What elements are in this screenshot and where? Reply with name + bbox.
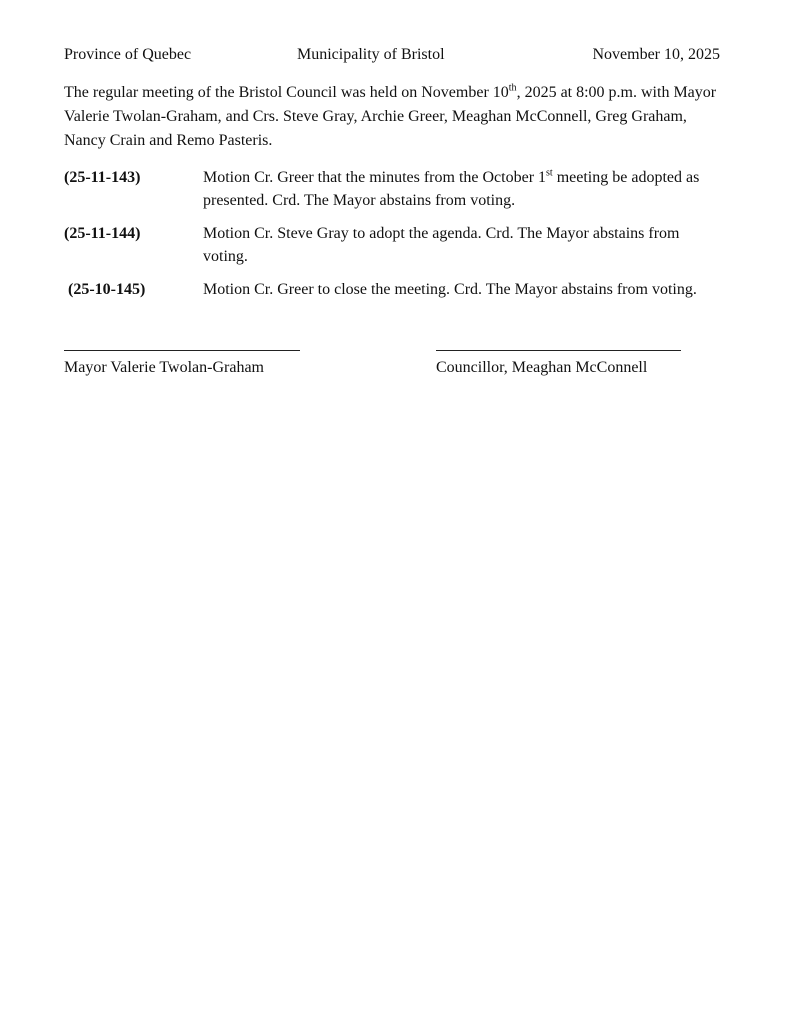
header-province: Province of Quebec <box>64 46 192 63</box>
motion-text <box>203 166 723 212</box>
signature-label-mayor: Mayor Valerie Twolan-Graham <box>64 359 264 376</box>
motion-item <box>64 278 724 301</box>
motion-text-part1: Motion Cr. Greer that the minutes from the October 1 <box>203 169 547 186</box>
motion-number: (25-10-145) <box>68 281 146 298</box>
signature-label-councillor: Councillor, Meaghan McConnell <box>436 359 648 376</box>
intro-text-part2: , 2025 at 8:00 p.m. with Mayor Valerie Twolan-Graham, and Crs. Steve Gray, Archie Greer, Meaghan McConnell, Greg Graham, Nancy Crain and Remo Pasteris. <box>64 84 717 149</box>
motion-text: Motion Cr. Steve Gray to adopt the agenda. Crd. The Mayor abstains from voting. <box>203 225 680 265</box>
motion-number: (25-11-144) <box>64 225 141 242</box>
motion-item <box>64 166 724 212</box>
motion-superscript: st <box>546 167 553 179</box>
intro-text-part1: The regular meeting of the Bristol Council was held on November 10 <box>64 84 509 101</box>
signature-line-councillor <box>436 350 681 351</box>
header-date: November 10, 2025 <box>592 46 720 63</box>
motion-item <box>64 222 724 268</box>
intro-superscript: th <box>508 82 517 94</box>
document-header <box>64 44 720 66</box>
signature-line-mayor <box>64 350 300 351</box>
motion-text-part2: meeting be adopted as presented. Crd. The Mayor abstains from voting. <box>203 169 700 209</box>
header-municipality: Municipality of Bristol <box>297 46 445 63</box>
motion-number: (25-11-143) <box>64 169 141 186</box>
motion-text: Motion Cr. Greer to close the meeting. Crd. The Mayor abstains from voting. <box>203 281 697 298</box>
meeting-intro <box>64 81 724 153</box>
